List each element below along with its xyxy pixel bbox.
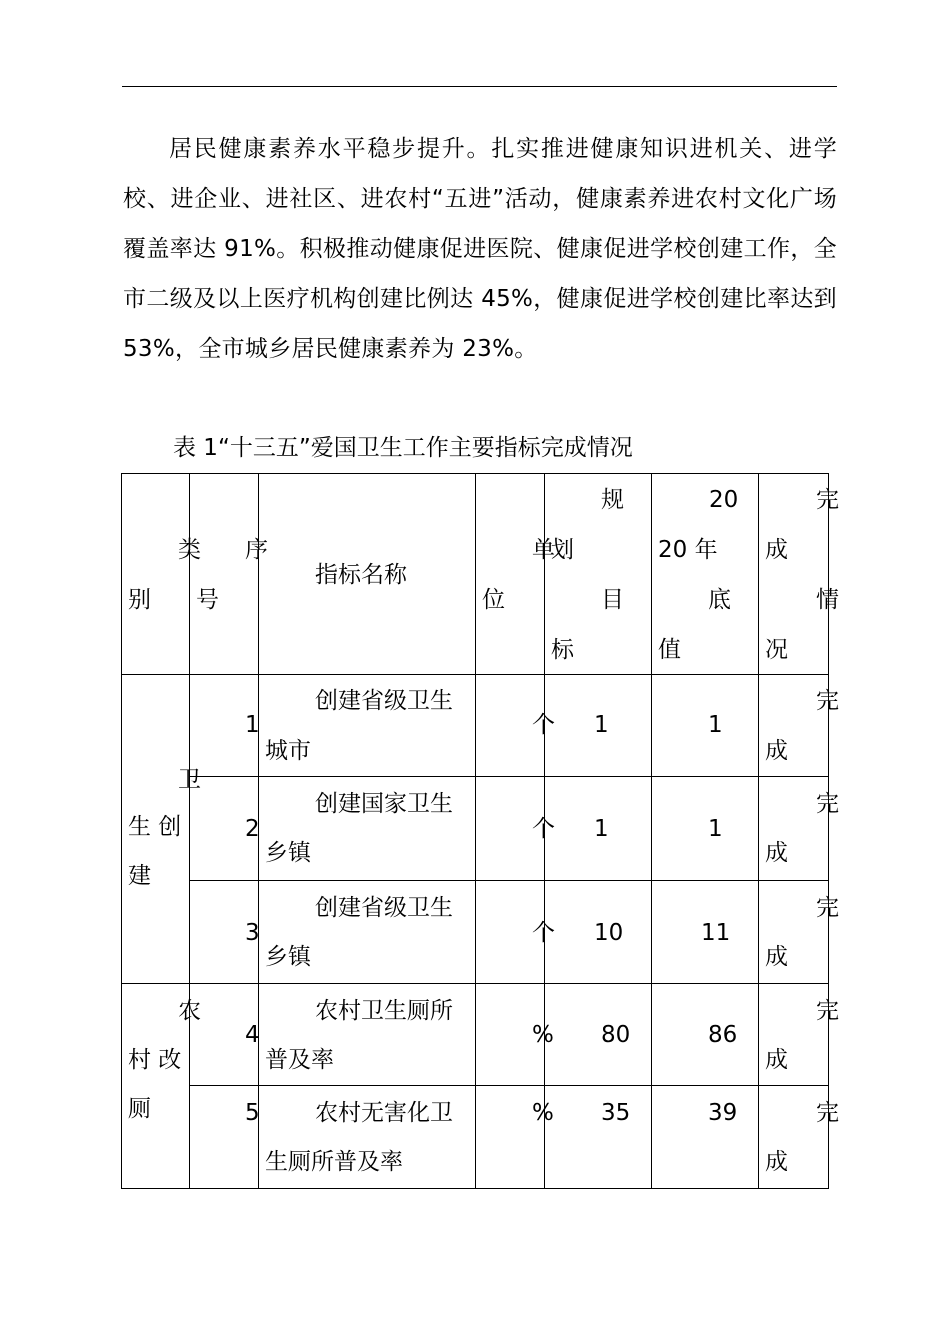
header-category: 类 别 <box>122 474 190 675</box>
row-value: 1 <box>652 777 759 881</box>
row-unit: % <box>476 984 545 1086</box>
table-row <box>122 984 829 1086</box>
row-number: 4 <box>190 984 259 1086</box>
row-unit: % <box>476 1086 545 1189</box>
header-status: 完 成 情 况 <box>759 474 829 675</box>
group-cell-toilets: 农 村 改 厕 <box>122 984 190 1189</box>
row-name: 创建国家卫生 乡镇 <box>259 777 476 881</box>
indicator-table <box>121 473 839 1189</box>
header-number: 序 号 <box>190 474 259 675</box>
header-value: 20 20 年 底 值 <box>652 474 759 675</box>
table-row <box>122 881 829 984</box>
table-header-row <box>122 474 829 675</box>
row-unit: 个 <box>476 881 545 984</box>
row-unit: 个 <box>476 777 545 881</box>
row-value: 11 <box>652 881 759 984</box>
table-row <box>122 675 829 777</box>
row-value: 1 <box>652 675 759 777</box>
header-rule <box>122 86 837 87</box>
row-name: 农村卫生厕所 普及率 <box>259 984 476 1086</box>
header-name: 指标名称 <box>259 474 476 675</box>
row-status: 完 成 <box>759 984 829 1086</box>
row-name: 农村无害化卫 生厕所普及率 <box>259 1086 476 1189</box>
header-unit: 单 位 <box>476 474 545 675</box>
table-row <box>122 777 829 881</box>
row-unit: 个 <box>476 675 545 777</box>
row-value: 39 <box>652 1086 759 1189</box>
row-target: 1 <box>545 777 652 881</box>
row-number: 3 <box>190 881 259 984</box>
row-number: 1 <box>190 675 259 777</box>
table-row <box>122 1086 829 1189</box>
group-cell-sanitation: 卫 生 创 建 <box>122 675 190 984</box>
row-target: 35 <box>545 1086 652 1189</box>
row-target: 80 <box>545 984 652 1086</box>
row-name: 创建省级卫生 城市 <box>259 675 476 777</box>
row-target: 10 <box>545 881 652 984</box>
row-value: 86 <box>652 984 759 1086</box>
row-status: 完 成 <box>759 675 829 777</box>
body-paragraph: 居民健康素养水平稳步提升。扎实推进健康知识进机关、进学校、进企业、进社区、进农村“五进”活动，健康素养进农村文化广场覆盖率达 91%。积极推动健康促进医院、健康促进学校创建工作，全市二级及以上医疗机构创建比例达 45%，健康促进学校创建比率达到 53%，全市城乡居民健康素养为 23%。 <box>123 136 837 362</box>
row-name: 创建省级卫生 乡镇 <box>259 881 476 984</box>
row-status: 完 成 <box>759 777 829 881</box>
row-status: 完 成 <box>759 1086 829 1189</box>
row-number: 2 <box>190 777 259 881</box>
row-status: 完 成 <box>759 881 829 984</box>
table-caption: 表 1“十三五”爱国卫生工作主要指标完成情况 <box>173 435 633 461</box>
header-target: 规 划 目 标 <box>545 474 652 675</box>
row-number: 5 <box>190 1086 259 1189</box>
row-target: 1 <box>545 675 652 777</box>
